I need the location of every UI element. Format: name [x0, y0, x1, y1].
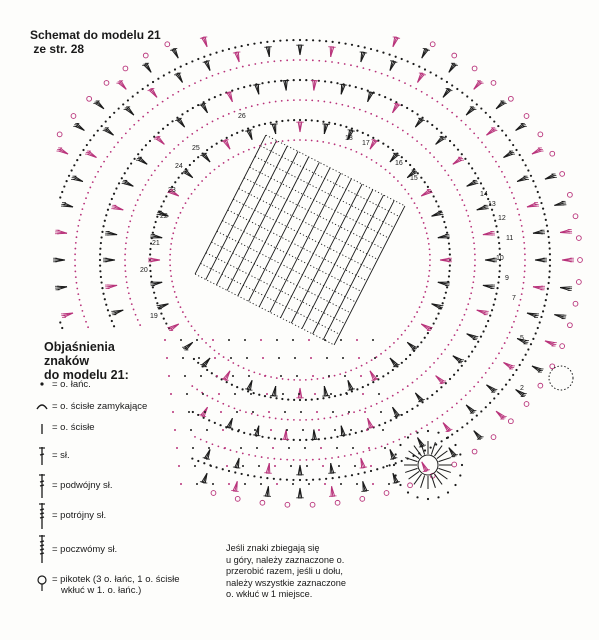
row-number-label: 7 [512, 295, 516, 302]
note-line-5: o. wkłuć w 1 miejsce. [226, 589, 313, 600]
legend-item-chain [34, 379, 91, 390]
legend-item-text: = potrójny sł. [52, 510, 107, 521]
picot-text-line-2: wkłuć w 1. o. łańc.) [61, 585, 142, 596]
legend-item-text: = o. ścisłe [52, 422, 95, 433]
stick-icon [34, 446, 50, 466]
small-motif [393, 366, 573, 500]
row-numbers [140, 113, 524, 392]
legend-item-text: = poczwómy sł. [52, 544, 118, 555]
note-line-2: u góry, należy zaznaczone o. [226, 554, 345, 565]
legend-item-text: = o. ścisłe zamykające [52, 401, 148, 412]
legend-item-slip-stitch [34, 401, 147, 412]
row-number-label: 9 [505, 275, 509, 282]
chain-dot-icon [34, 379, 50, 389]
row-number-label: 21 [152, 240, 160, 247]
quad-bar-stick-icon [34, 534, 50, 564]
note-line-3: przerobić razem, jeśli u dołu, [226, 566, 343, 577]
short-stick-icon [34, 422, 50, 436]
legend-item-triple-treble [34, 502, 106, 530]
legend-heading-line-1: Objaśnienia [44, 340, 115, 354]
row-number-label: 23 [168, 187, 176, 194]
row-number-label: 17 [362, 140, 370, 147]
picot-text-line-1: = pikotek (3 o. łańc, 1 o. ścisłe [52, 574, 180, 585]
row-number-label: 15 [410, 175, 418, 182]
arc-icon [34, 401, 50, 411]
row-number-label: 20 [140, 267, 148, 274]
row-number-label: 13 [488, 201, 496, 208]
legend-item-picot [34, 574, 180, 596]
row-number-label: 10 [496, 255, 504, 262]
row-number-label: 19 [150, 313, 158, 320]
picot-icon [34, 574, 50, 592]
row-number-label: 24 [175, 163, 183, 170]
double-bar-stick-icon [34, 473, 50, 499]
legend-item-text: = sł. [52, 450, 70, 461]
chart-title [30, 28, 161, 56]
row-number-label: 18 [345, 135, 353, 142]
row-number-label: 26 [238, 113, 246, 120]
legend-item-treble [34, 473, 112, 499]
row-number-label: 12 [498, 215, 506, 222]
row-number-label: 11 [506, 235, 514, 242]
legend-heading [44, 340, 129, 382]
row-number-label: 25 [192, 145, 200, 152]
legend-heading-line-2: znaków [44, 354, 90, 368]
row-number-label: 2 [520, 385, 524, 392]
note-line-1: Jeśli znaki zbiegają się [226, 543, 320, 553]
note-line-4: należy wszystkie zaznaczone [226, 577, 347, 588]
legend-heading-line-3: do modelu 21: [44, 368, 129, 382]
legend-item-quad-treble [34, 534, 117, 564]
triple-bar-stick-icon [34, 502, 50, 530]
row-number-label: 22 [160, 213, 168, 220]
legend-item-single-crochet [34, 422, 95, 436]
legend-item-double-crochet [34, 446, 70, 466]
title-line-2: ze str. 28 [30, 42, 85, 56]
center-grid [195, 135, 405, 345]
row-number-label: 14 [480, 191, 488, 198]
row-number-label: 5 [520, 335, 524, 342]
decrease-note [226, 543, 376, 601]
title-line-1: Schemat do modelu 21 [30, 28, 161, 42]
legend-item-text: = podwójny sł. [52, 480, 113, 491]
row-number-label: 16 [395, 160, 403, 167]
legend-item-text [52, 574, 180, 596]
legend-item-text: = o. łańc. [52, 379, 91, 390]
